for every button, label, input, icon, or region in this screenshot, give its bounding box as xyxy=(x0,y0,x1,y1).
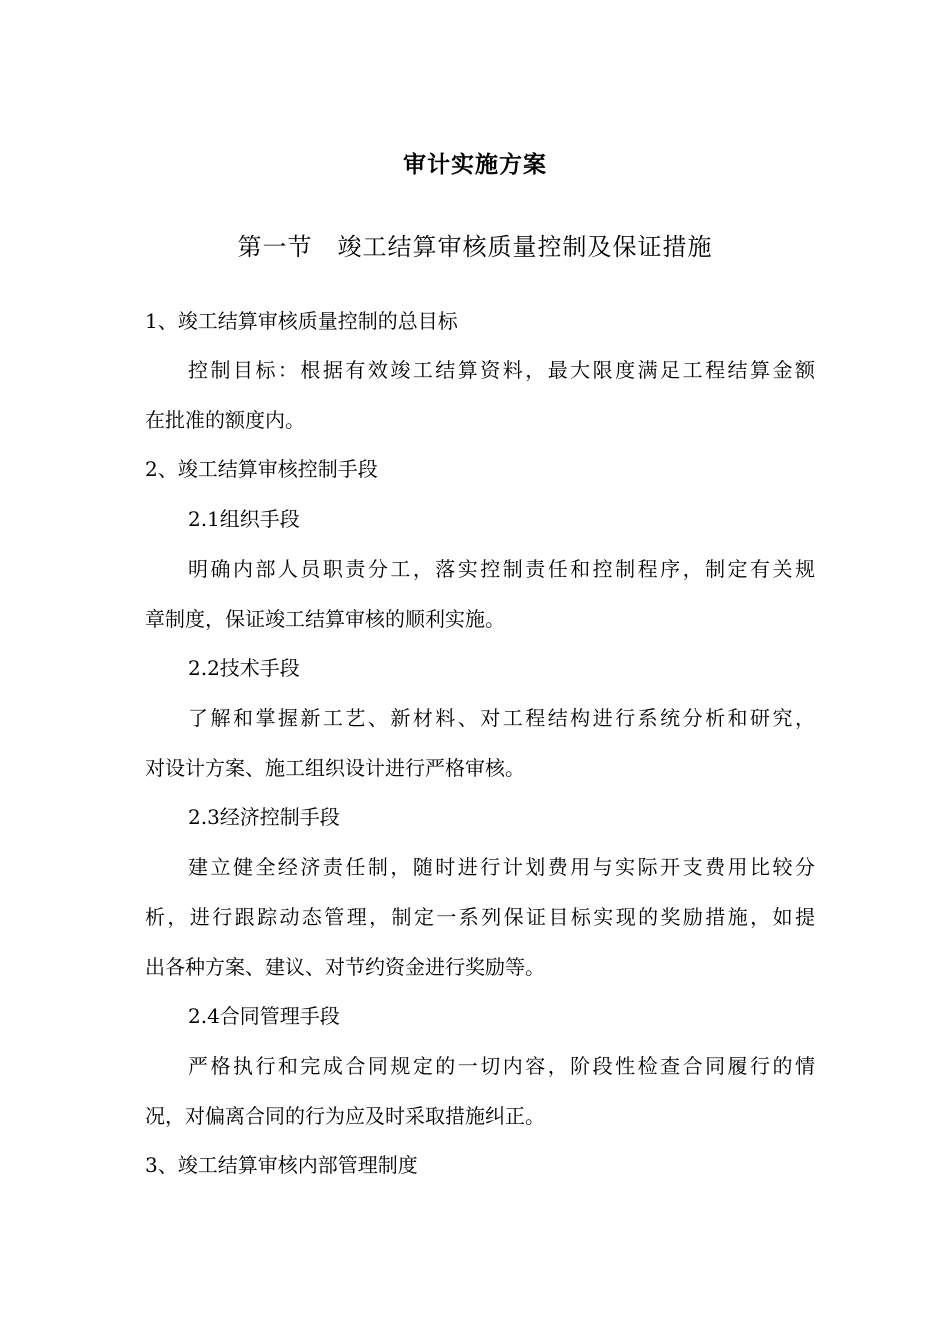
paragraph-line: 对设计方案、施工组织设计进行严格审核。 xyxy=(145,756,525,780)
paragraph-line: 明确内部人员职责分工，落实控制责任和控制程序，制定有关规 xyxy=(188,557,815,581)
document-title: 审计实施方案 xyxy=(403,152,547,178)
heading-2: 2、竣工结算审核控制手段 xyxy=(145,457,378,481)
paragraph-line: 控制目标：根据有效竣工结算资料，最大限度满足工程结算金额 xyxy=(188,358,815,382)
paragraph-line: 章制度，保证竣工结算审核的顺利实施。 xyxy=(145,607,505,631)
paragraph-line: 了解和掌握新工艺、新材料、对工程结构进行系统分析和研究， xyxy=(188,706,815,730)
paragraph-line: 出各种方案、建议、对节约资金进行奖励等。 xyxy=(145,955,545,979)
paragraph-line: 况，对偏离合同的行为应及时采取措施纠正。 xyxy=(145,1104,545,1128)
heading-1: 1、竣工结算审核质量控制的总目标 xyxy=(145,309,458,333)
paragraph-line: 严格执行和完成合同规定的一切内容，阶段性检查合同履行的情 xyxy=(188,1054,815,1078)
subheading-2-4: 2.4合同管理手段 xyxy=(188,1004,340,1028)
section-heading: 第一节 竣工结算审核质量控制及保证措施 xyxy=(237,233,713,261)
paragraph-line: 析，进行跟踪动态管理，制定一系列保证目标实现的奖励措施，如提 xyxy=(145,905,815,929)
heading-3: 3、竣工结算审核内部管理制度 xyxy=(145,1153,418,1177)
paragraph-line: 建立健全经济责任制，随时进行计划费用与实际开支费用比较分 xyxy=(188,855,815,879)
subheading-2-2: 2.2技术手段 xyxy=(188,656,300,680)
paragraph-line: 在批准的额度内。 xyxy=(145,408,305,432)
subheading-2-3: 2.3经济控制手段 xyxy=(188,805,340,829)
subheading-2-1: 2.1组织手段 xyxy=(188,507,300,531)
